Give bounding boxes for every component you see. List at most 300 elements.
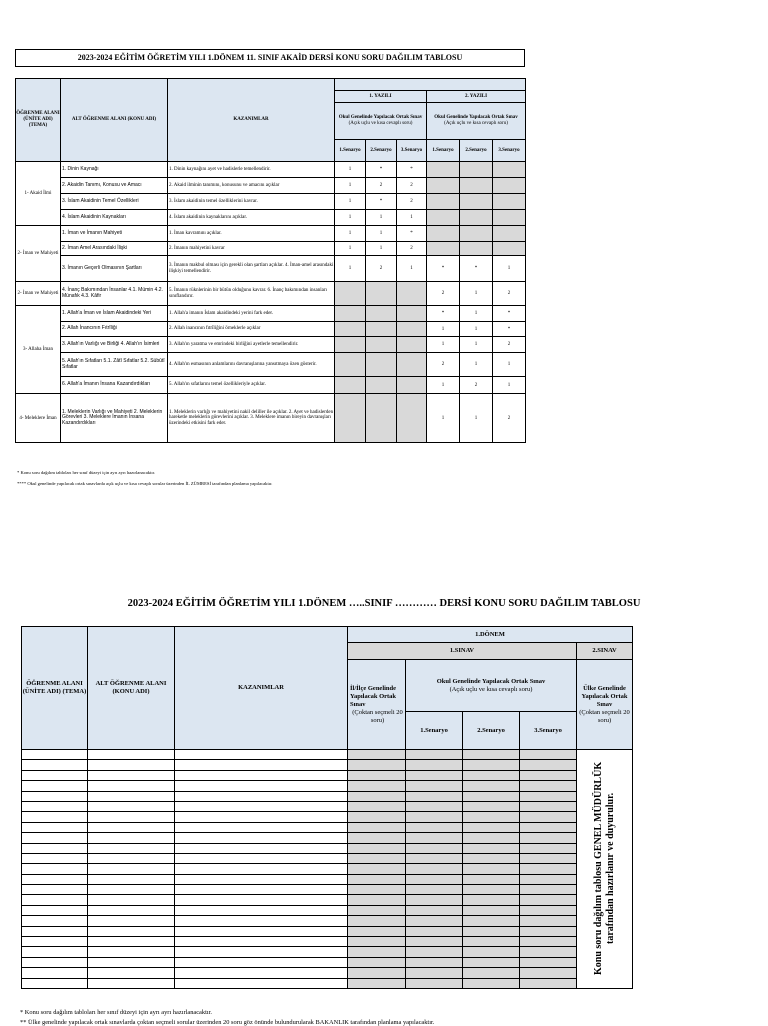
unit-name: 2- İman ve Mahiyeti bbox=[16, 282, 61, 306]
empty-cell bbox=[463, 916, 520, 926]
okul-exam-subtitle: (Açık uçlu ve kısa cevaplı soru) bbox=[449, 685, 533, 693]
empty-cell bbox=[463, 801, 520, 811]
empty-cell bbox=[22, 812, 88, 822]
empty-cell bbox=[22, 833, 88, 843]
empty-cell bbox=[175, 801, 348, 811]
question-count: 1 bbox=[427, 322, 460, 337]
table-row bbox=[22, 916, 633, 926]
question-count bbox=[335, 322, 366, 337]
empty-cell bbox=[406, 968, 463, 978]
question-count: 2 bbox=[427, 353, 460, 377]
empty-cell bbox=[520, 864, 577, 874]
table-row bbox=[22, 957, 633, 967]
question-count bbox=[427, 162, 460, 178]
sub-topic: 3. İslam Akaidinin Temel Özellikleri bbox=[61, 194, 168, 210]
empty-cell bbox=[88, 843, 175, 853]
header-spacer bbox=[335, 79, 526, 91]
question-count bbox=[460, 178, 493, 194]
sub-topic: 1. İman ve İmanın Mahiyeti bbox=[61, 226, 168, 242]
question-count: 1 bbox=[427, 394, 460, 443]
sub-topic: 1. Allah'a İman ve İslam Akaidindeki Yeri bbox=[61, 306, 168, 322]
empty-cell bbox=[175, 957, 348, 967]
question-count bbox=[335, 282, 366, 306]
empty-cell bbox=[463, 978, 520, 988]
empty-cell bbox=[406, 812, 463, 822]
empty-cell bbox=[406, 905, 463, 915]
question-count: * bbox=[427, 306, 460, 322]
empty-cell bbox=[88, 853, 175, 863]
empty-cell bbox=[520, 885, 577, 895]
empty-cell bbox=[406, 937, 463, 947]
empty-cell bbox=[88, 781, 175, 791]
empty-cell bbox=[175, 978, 348, 988]
table-row bbox=[22, 760, 633, 770]
question-count: 1 bbox=[335, 178, 366, 194]
doc2-note-2: ** Ülke genelinde yapılacak ortak sınavlarda çoktan seçmeli sorular üzerinden 20 soru göz önünde bulundurularak BAKANLIK tarafından planlama yapılacaktır. bbox=[20, 1019, 435, 1026]
table-row bbox=[22, 770, 633, 780]
table-row bbox=[22, 781, 633, 791]
question-count bbox=[335, 377, 366, 394]
empty-cell bbox=[463, 843, 520, 853]
empty-cell bbox=[175, 947, 348, 957]
question-count bbox=[427, 242, 460, 256]
empty-cell bbox=[88, 760, 175, 770]
table-row bbox=[22, 843, 633, 853]
doc2-title: 2023-2024 EĞİTİM ÖĞRETİM YILI 1.DÖNEM …..SINIF ………… DERSİ KONU SORU DAĞILIM TABLOSU bbox=[127, 598, 641, 609]
question-count: 1 bbox=[335, 226, 366, 242]
empty-cell bbox=[463, 968, 520, 978]
question-count bbox=[366, 282, 397, 306]
question-count bbox=[460, 162, 493, 178]
empty-cell bbox=[88, 812, 175, 822]
empty-cell bbox=[22, 874, 88, 884]
question-count: * bbox=[460, 256, 493, 282]
empty-cell bbox=[175, 926, 348, 936]
empty-cell bbox=[520, 916, 577, 926]
empty-cell bbox=[520, 905, 577, 915]
empty-cell bbox=[22, 853, 88, 863]
empty-cell bbox=[520, 957, 577, 967]
empty-cell bbox=[22, 864, 88, 874]
kazanim: 1. Dinin kaynağını ayet ve hadislerle temellendirir. bbox=[168, 162, 335, 178]
question-count bbox=[366, 337, 397, 353]
table-row bbox=[22, 905, 633, 915]
sub-topic: 4. İnanç Bakımından İnsanlar 4.1. Mümin 4.2. Münafık 4.3. Kâfir bbox=[61, 282, 168, 306]
table-row bbox=[22, 937, 633, 947]
empty-cell bbox=[520, 968, 577, 978]
kazanim: 2. İmanın mahiyetini kavrar bbox=[168, 242, 335, 256]
table-row bbox=[16, 377, 526, 394]
empty-cell bbox=[463, 864, 520, 874]
sub-topic: 2. Akaidin Tanımı, Konusu ve Amacı bbox=[61, 178, 168, 194]
table-row bbox=[16, 226, 526, 242]
yazili2-header: 2. YAZILI bbox=[427, 91, 526, 103]
ilce-exam-header bbox=[348, 660, 406, 750]
question-count bbox=[493, 194, 526, 210]
kazanim: 1. Meleklerin varlığı ve mahiyetini nakil deliller ile açıklar. 2. Ayet ve hadislerden hareketle meleklerin görevlerini açıklar. 3. Meleklere imanın bireyin davranışları üzerindeki etkisini fark eder. bbox=[168, 394, 335, 443]
empty-cell bbox=[463, 905, 520, 915]
empty-cell bbox=[348, 947, 406, 957]
empty-cell bbox=[463, 926, 520, 936]
okul-exam-title: Okul Genelinde Yapılacak Ortak Sınav bbox=[436, 677, 546, 685]
empty-cell bbox=[88, 791, 175, 801]
empty-cell bbox=[88, 978, 175, 988]
sub-topic: 3. İmanın Geçerli Olmasının Şartları bbox=[61, 256, 168, 282]
question-count: 1 bbox=[366, 210, 397, 226]
empty-cell bbox=[175, 760, 348, 770]
empty-cell bbox=[22, 895, 88, 905]
question-count: * bbox=[493, 322, 526, 337]
empty-cell bbox=[175, 750, 348, 760]
empty-cell bbox=[348, 895, 406, 905]
table-row bbox=[22, 791, 633, 801]
empty-cell bbox=[175, 791, 348, 801]
question-count: 1 bbox=[427, 377, 460, 394]
question-count bbox=[366, 306, 397, 322]
kazanim: 5. Allah'ın sıfatlarını temel özellikleriyle açıklar. bbox=[168, 377, 335, 394]
empty-cell bbox=[22, 926, 88, 936]
empty-cell bbox=[175, 905, 348, 915]
empty-cell bbox=[175, 885, 348, 895]
question-count bbox=[460, 242, 493, 256]
empty-cell bbox=[175, 937, 348, 947]
empty-cell bbox=[348, 843, 406, 853]
question-count bbox=[460, 210, 493, 226]
question-count bbox=[427, 194, 460, 210]
empty-cell bbox=[406, 833, 463, 843]
empty-cell bbox=[22, 750, 88, 760]
empty-cell bbox=[348, 812, 406, 822]
question-count bbox=[397, 322, 427, 337]
empty-cell bbox=[348, 885, 406, 895]
doc2-note-1: * Konu soru dağılım tabloları her sınıf düzeyi için ayrı ayrı hazırlanacaktır. bbox=[20, 1009, 213, 1016]
empty-cell bbox=[88, 885, 175, 895]
question-count bbox=[460, 226, 493, 242]
empty-cell bbox=[348, 957, 406, 967]
empty-cell bbox=[348, 750, 406, 760]
empty-cell bbox=[406, 957, 463, 967]
exam-subtitle: (Açık uçlu ve kısa cevaplı soru) bbox=[348, 121, 413, 126]
empty-cell bbox=[463, 947, 520, 957]
empty-cell bbox=[520, 791, 577, 801]
empty-cell bbox=[520, 822, 577, 832]
empty-cell bbox=[406, 801, 463, 811]
empty-cell bbox=[406, 978, 463, 988]
empty-cell bbox=[88, 957, 175, 967]
doc2-distribution-table bbox=[21, 626, 633, 989]
question-count: 1 bbox=[493, 256, 526, 282]
empty-cell bbox=[348, 801, 406, 811]
empty-cell bbox=[22, 937, 88, 947]
sinav1-header: 1.SINAV bbox=[348, 643, 577, 660]
empty-cell bbox=[88, 916, 175, 926]
scenario-3-header: 3.Senaryo bbox=[397, 140, 427, 162]
okul-exam-header bbox=[406, 660, 577, 712]
ulke-exam-header bbox=[577, 660, 633, 750]
table-row bbox=[16, 256, 526, 282]
sub-topic: 1. Meleklerin Varlığı ve Mahiyeti 2. Meleklerin Görevleri 3. Meleklere İmanın İnsana Kazandırdıkları bbox=[61, 394, 168, 443]
question-count bbox=[427, 178, 460, 194]
scenario-2-header: 2.Senaryo bbox=[463, 712, 520, 750]
question-count: 1 bbox=[335, 162, 366, 178]
unit-name: 2- İman ve Mahiyeti bbox=[16, 226, 61, 282]
yazili1-exam-type bbox=[335, 103, 427, 140]
question-count: 2 bbox=[366, 256, 397, 282]
question-count bbox=[493, 210, 526, 226]
empty-cell bbox=[175, 853, 348, 863]
table-row bbox=[16, 242, 526, 256]
empty-cell bbox=[22, 885, 88, 895]
question-count: 2 bbox=[493, 394, 526, 443]
unit-name: 1- Akaid İlmi bbox=[16, 162, 61, 226]
table-row bbox=[22, 853, 633, 863]
sub-topic: 5. Allah'ın Sıfatları 5.1. Zâtî Sıfatlar 5.2. Sübûtî Sıfatlar bbox=[61, 353, 168, 377]
table-row bbox=[16, 394, 526, 443]
empty-cell bbox=[88, 895, 175, 905]
question-count bbox=[493, 226, 526, 242]
question-count bbox=[460, 194, 493, 210]
scenario-1-header: 1.Senaryo bbox=[406, 712, 463, 750]
question-count: 1 bbox=[460, 322, 493, 337]
empty-cell bbox=[463, 874, 520, 884]
kazanim: 3. İmanın makbul olması için gerekli olan şartları açıklar. 4. İman-amel arasındaki ilişkiyi temellendirir. bbox=[168, 256, 335, 282]
empty-cell bbox=[88, 750, 175, 760]
empty-cell bbox=[463, 791, 520, 801]
yazili1-header: 1. YAZILI bbox=[335, 91, 427, 103]
empty-cell bbox=[348, 874, 406, 884]
empty-cell bbox=[406, 853, 463, 863]
question-count bbox=[397, 337, 427, 353]
empty-cell bbox=[175, 916, 348, 926]
question-count bbox=[335, 353, 366, 377]
yazili2-exam-type bbox=[427, 103, 526, 140]
question-count: 2 bbox=[397, 178, 427, 194]
question-count bbox=[397, 377, 427, 394]
question-count bbox=[335, 306, 366, 322]
donem-header: 1.DÖNEM bbox=[348, 627, 633, 643]
empty-cell bbox=[463, 937, 520, 947]
empty-cell bbox=[22, 843, 88, 853]
empty-cell bbox=[88, 947, 175, 957]
scenario-2-header: 2.Senaryo bbox=[366, 140, 397, 162]
table-row bbox=[22, 874, 633, 884]
kazanim: 1. Allah'a imanın İslam akaidindeki yerini fark eder. bbox=[168, 306, 335, 322]
sub-topic: 3. Allah'ın Varlığı ve Birliği 4. Allah'ın İsimleri bbox=[61, 337, 168, 353]
empty-cell bbox=[175, 895, 348, 905]
empty-cell bbox=[463, 885, 520, 895]
empty-cell bbox=[88, 874, 175, 884]
col-unit-header: ÖĞRENME ALANI (ÜNİTE ADI) (TEMA) bbox=[22, 627, 88, 750]
exam-title: Okul Genelinde Yapılacak Ortak Sınav bbox=[434, 115, 518, 120]
empty-cell bbox=[88, 937, 175, 947]
table-row bbox=[22, 833, 633, 843]
table-row bbox=[16, 337, 526, 353]
question-count bbox=[366, 377, 397, 394]
question-count: 1 bbox=[397, 256, 427, 282]
empty-cell bbox=[520, 853, 577, 863]
empty-cell bbox=[348, 833, 406, 843]
empty-cell bbox=[406, 781, 463, 791]
empty-cell bbox=[406, 750, 463, 760]
empty-cell bbox=[463, 812, 520, 822]
kazanim: 4. Allah'ın esmasının anlamlarını davranışlarına yansıtmaya özen gösterir. bbox=[168, 353, 335, 377]
table-row bbox=[22, 978, 633, 988]
table-row bbox=[22, 947, 633, 957]
empty-cell bbox=[520, 947, 577, 957]
empty-cell bbox=[175, 781, 348, 791]
empty-cell bbox=[463, 750, 520, 760]
empty-cell bbox=[520, 801, 577, 811]
kazanim: 2. Akaid ilminin tanımını, konusunu ve amacını açıklar bbox=[168, 178, 335, 194]
empty-cell bbox=[406, 864, 463, 874]
empty-cell bbox=[348, 822, 406, 832]
empty-cell bbox=[22, 916, 88, 926]
empty-cell bbox=[520, 926, 577, 936]
question-count: * bbox=[366, 194, 397, 210]
empty-cell bbox=[175, 874, 348, 884]
table-row bbox=[22, 864, 633, 874]
question-count bbox=[397, 394, 427, 443]
scenario-2-header: 2.Senaryo bbox=[460, 140, 493, 162]
exam-title: Okul Genelinde Yapılacak Ortak Sınav bbox=[338, 115, 423, 120]
empty-cell bbox=[406, 843, 463, 853]
empty-cell bbox=[22, 791, 88, 801]
question-count: 1 bbox=[460, 353, 493, 377]
table-row bbox=[22, 968, 633, 978]
empty-cell bbox=[348, 916, 406, 926]
question-count bbox=[366, 394, 397, 443]
empty-cell bbox=[520, 760, 577, 770]
ilce-exam-subtitle: (Çoktan seçmeli 20 soru) bbox=[352, 708, 403, 724]
empty-cell bbox=[88, 822, 175, 832]
kazanim: 4. İslam akaidinin kaynaklarını açıklar. bbox=[168, 210, 335, 226]
question-count bbox=[397, 353, 427, 377]
ulke-exam-title: Ülke Genelinde Yapılacak Ortak Sınav bbox=[581, 684, 628, 708]
empty-cell bbox=[520, 843, 577, 853]
table-row bbox=[16, 194, 526, 210]
sub-topic: 6. Allah'a İmanın İnsana Kazandırdıkları bbox=[61, 377, 168, 394]
exam-subtitle: (Açık uçlu ve kısa cevaplı soru) bbox=[444, 121, 508, 126]
question-count: 1 bbox=[493, 353, 526, 377]
table-row bbox=[16, 306, 526, 322]
empty-cell bbox=[88, 801, 175, 811]
empty-cell bbox=[520, 770, 577, 780]
question-count: 1 bbox=[493, 377, 526, 394]
empty-cell bbox=[463, 781, 520, 791]
doc1-distribution-table bbox=[15, 78, 526, 443]
col-sub-header: ALT ÖĞRENME ALANI (KONU ADI) bbox=[88, 627, 175, 750]
question-count: 2 bbox=[493, 282, 526, 306]
scenario-3-header: 3.Senaryo bbox=[493, 140, 526, 162]
empty-cell bbox=[22, 770, 88, 780]
empty-cell bbox=[520, 937, 577, 947]
empty-cell bbox=[463, 895, 520, 905]
empty-cell bbox=[88, 905, 175, 915]
col-sub-header: ALT ÖĞRENME ALANI (KONU ADI) bbox=[61, 79, 168, 162]
sinav2-header: 2.SINAV bbox=[577, 643, 633, 660]
question-count: 1 bbox=[460, 306, 493, 322]
empty-cell bbox=[22, 978, 88, 988]
empty-cell bbox=[406, 770, 463, 780]
unit-name: 3- Allaha İman bbox=[16, 306, 61, 394]
empty-cell bbox=[175, 864, 348, 874]
ulke-exam-subtitle: (Çoktan seçmeli 20 soru) bbox=[579, 708, 630, 724]
empty-cell bbox=[22, 801, 88, 811]
empty-cell bbox=[520, 978, 577, 988]
empty-cell bbox=[406, 822, 463, 832]
empty-cell bbox=[22, 760, 88, 770]
kazanim: 5. İmanın rüknlerinin bir bütün olduğunu kavrar. 6. İnanç bakımından insanları sınıflandırır. bbox=[168, 282, 335, 306]
empty-cell bbox=[175, 833, 348, 843]
empty-cell bbox=[175, 822, 348, 832]
table-row bbox=[16, 162, 526, 178]
question-count: 2 bbox=[460, 377, 493, 394]
scenario-1-header: 1.Senaryo bbox=[335, 140, 366, 162]
table-row bbox=[16, 210, 526, 226]
empty-cell bbox=[88, 833, 175, 843]
question-count bbox=[366, 322, 397, 337]
empty-cell bbox=[348, 760, 406, 770]
ulke-note-cell bbox=[577, 750, 633, 989]
question-count: 1 bbox=[460, 282, 493, 306]
table-row bbox=[16, 322, 526, 337]
question-count: 2 bbox=[397, 194, 427, 210]
question-count: * bbox=[427, 256, 460, 282]
kazanim: 2. Allah inancının fıtrîliğini örneklerle açıklar bbox=[168, 322, 335, 337]
table-row bbox=[22, 822, 633, 832]
empty-cell bbox=[463, 833, 520, 843]
question-count: 1 bbox=[366, 226, 397, 242]
scenario-1-header: 1.Senaryo bbox=[427, 140, 460, 162]
empty-cell bbox=[348, 937, 406, 947]
table-row bbox=[22, 926, 633, 936]
kazanim: 3. Allah'ın yaratma ve emrindeki birliğini ayetlerle temellendirir. bbox=[168, 337, 335, 353]
empty-cell bbox=[22, 957, 88, 967]
empty-cell bbox=[348, 978, 406, 988]
question-count bbox=[397, 282, 427, 306]
question-count: 1 bbox=[397, 210, 427, 226]
empty-cell bbox=[175, 843, 348, 853]
sub-topic: 2. Allah İnancının Fıtrîliği bbox=[61, 322, 168, 337]
empty-cell bbox=[348, 926, 406, 936]
table-row bbox=[16, 178, 526, 194]
empty-cell bbox=[520, 833, 577, 843]
empty-cell bbox=[22, 822, 88, 832]
empty-cell bbox=[348, 968, 406, 978]
empty-cell bbox=[175, 812, 348, 822]
empty-cell bbox=[348, 864, 406, 874]
question-count bbox=[427, 226, 460, 242]
sub-topic: 4. İslam Akaidinin Kaynakları bbox=[61, 210, 168, 226]
kazanim: 1. İman kavramını açıklar. bbox=[168, 226, 335, 242]
empty-cell bbox=[348, 770, 406, 780]
empty-cell bbox=[22, 968, 88, 978]
empty-cell bbox=[348, 853, 406, 863]
question-count: 2 bbox=[366, 178, 397, 194]
empty-cell bbox=[406, 947, 463, 957]
unit-name: 4- Meleklere İman bbox=[16, 394, 61, 443]
question-count bbox=[493, 162, 526, 178]
empty-cell bbox=[22, 781, 88, 791]
table-row bbox=[22, 885, 633, 895]
question-count: 2 bbox=[493, 337, 526, 353]
empty-cell bbox=[463, 822, 520, 832]
empty-cell bbox=[406, 916, 463, 926]
doc1-note-2: **** Okul genelinde yapılacak ortak sınavlarda açık uçlu ve kısa cevaplı sorular üzerinden İL ZÜMRESİ tarafından planlama yapılacaktır. bbox=[17, 481, 273, 486]
question-count bbox=[366, 353, 397, 377]
question-count: 1 bbox=[335, 256, 366, 282]
question-count: 1 bbox=[335, 242, 366, 256]
